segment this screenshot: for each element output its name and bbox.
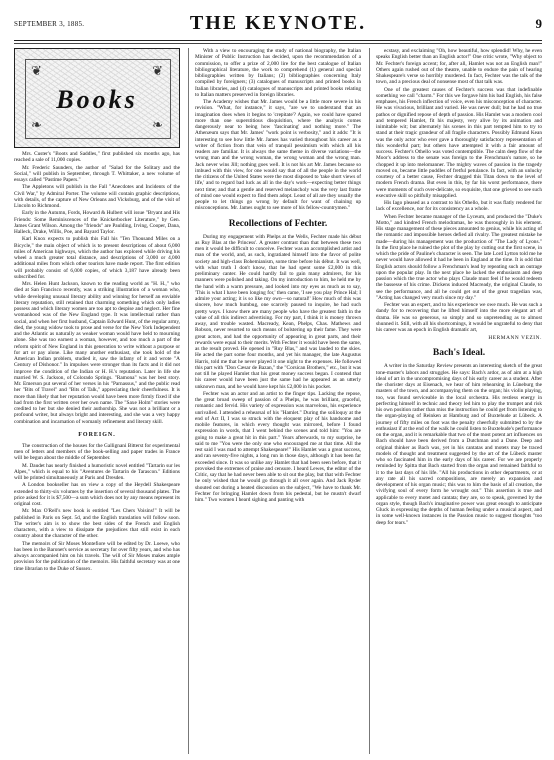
news-item: Mrs. Helen Hunt Jackson, known to the reading world as "H. H.," who died at San Francisco recently, was a striking illustration of a woman who, while developing unusual literary ability and winning for herself an enviable literary reputation, still retained that charming something which only ladies possess and which literary women are too apt to despise and neglect. Her fine womanhood was of the New England type. It was intellectual rather than social, and when her first husband, Captain Edward Hunt, of the regular army, died, the young widow took to prose and verse for the New York Independent and the Atlantic as naturally as weaker woman would have held to mourning alone. She was too earnest a woman, however, and too much a part of the reform spirit of New England in this generation to write without a purpose or for art or pay alone. Like many another enthusiast, she took hold of the American Indian problem, studied it, saw the infamy of it and wrote "A Century of Dishonor." In impulses were stronger than its facts and it did not improve the condition of the Indian or H. H.'s reputation. Later in life she married W. S. Jackson, of Colorado Springs. "Ramona" was her best story. Mr. Emerson put several of her verses in his "Parnassus," and the public read her "Bits of Travel" and "Bits of Talk," appreciating their cheerfulness. It is more than likely that her reputation would have been more firmly fixed if she had from the first written over her own name. The "Saxe Holm" stories were credited to her but she denied their authorship. She was not a brilliant or a profound writer, but always bright and interesting, and she was a very happy combination and incarnation of womanly refinement and literary skill.	[14, 281, 180, 425]
news-item: The memoirs of Sir Moses Montefiore will be edited by Dr. Loewe, who has been in the Baronet's service as secretary for over fifty years, and who has always accompanied him on his travels. The will of Sir Moses makes ample provision for the publication of the memoirs. His faithful secretary was at one time librarian to the Duke of Sussex.	[14, 540, 180, 572]
column-divider	[369, 48, 370, 754]
masthead	[14, 8, 542, 40]
article-paragraph: ecstasy, and exclaiming "Oh, how beautiful, how splendid! Why, he even speaks English better than an English actor!" One critic wrote, "Why object to Mr. Fechter's foreign accent; for, after all, Hamlet was not an English man!" Others again rushed out of the theatre, unable to endure the pain of hearing Shakespeare's verse so horribly murdered. In fact, Fechter was the talk of the town, and a precious deal of nonsense most of that talk was.	[376, 48, 542, 86]
article-paragraph: His Iago pleased as a contrast to his Othello, but it was flatly rendered for lack of excellence, nor for its consistency as a whole.	[376, 200, 542, 213]
news-item: Mr. Frederic Saunders, the author of "Salad for the Solitary and the Social," will publish in September, through T. Whittaker, a new volume of essays called "Pastime Papers."	[14, 164, 180, 183]
news-item: With a view to encouraging the study of national biography, the Italian Minister of Public Instruction has decided, upon the recommendation of a commission, to offer a prize of 2,000 lire for the best catalogue of Italian bibliographical literature, the work to comprehend (1) general and special bibliographies written by Italians; (2) bibliographies concerning Italy compiled by foreigners; (3) catalogues of manuscripts and printed books in Italian libraries, and (4) catalogues of manuscripts and printed books relating to Italian matters preserved in foreign libraries.	[195, 48, 361, 98]
masthead-rule-thin	[14, 43, 542, 44]
masthead-rule	[14, 40, 542, 41]
news-item: The Appletons will publish in the Fall "Anecdotes and Incidents of the Civil War," by Admiral Porter. The volume will contain graphic descriptions, with details, of the capture of New Orleans and Vicksburg, and of the visit of Lincoln to Richmond.	[14, 184, 180, 209]
news-item: Early in the Autumn, Fords, Howard & Hulbert will issue "Bryant and His Friends: Some Reminiscences of the Knickerbocker Literature," by Gen. James Grant Wilson. Among the "friends" are Paulding, Irving, Cooper, Dana, Halleck, Drake, Willis, Poe, and Bayard Taylor.	[14, 210, 180, 235]
banner-lettering: Books	[56, 85, 138, 114]
article-paragraph: One of the greatest causes of Fechter's success was that indefinable something we call "charm." For this we forgave him his bad English, his false emphases, his French inflection of voice, even his misconception of character. He was vivacious, brilliant and varied. He was never dull; but he had no true pathos or dignified repose of depth of passion. His Hamlet was a modern cool and tempered Hamlet, fit his majesty, very alive by its animation and inimitable wit; but alternately his scenes in this part tempted him to try to stand at their tragic grandeur of all fragile characters. Possibly Edmund Kean was the only actor who ever gave a thoroughly satisfactory representation of this wonderful part; but others have attempted it with a fair amount of success. Fechter's Othello was voted contemptible. The calm deep flow of the Moor's address to the senate was foreign to the Frenchman's nature, so he chopped it up into melomanner. The mighty waves of passion in the tragedy moved on, became little puddles of fretful petulance. In fact, with an unlucky courtesy of a better cause, Fechter dragged this Titan down to the level of modern French drama. But even in this, by far his worst performance, there were moments of such over-delicate, so exquisite, that one grieved to see such executive skill so pitifully misapplied.	[376, 86, 542, 199]
ornament-icon: ❦	[31, 63, 42, 78]
article-paragraph: A writer in the Saturday Review presents an interesting sketch of the great tone-master's labors and struggles. He says: Bach's ardor, as of aim at a high ideal of art in the uncompromising days of his early career as a student. After the chorister days at Eisenach, we hear of him rehearsing in Lüneburg the masters of the town, and accompanying them on the organ; his violin playing, too, was found serviceable in the local orchestra. His restless energy in perfecting himself in technic and theory led him to play the trumpet and risk his own position rather than miss the instruction he could get from listening to the organ-playing of Reinken at Hamburg and of Buxtehude at Lübeck. A journey of fifty miles on foot was the penalty cheerfully submitted to by the enthusiast if at the end of the walk he could listen to Buxtehude's performance on the organ, and it is remarkable that two of the most potent art influences on Bach should have been derived from a Dutchman and a Dane. Deep and original thinker as Bach was, yet in his cantatas and motets may be traced models of thought and treatment suggested by the art of the Lübeck master who so fascinated him in the early days of his career. For we are properly reminded by Spitta that Bach started from the organ and remained faithful to it to the last days of his life. "All his productions in other departments, or at any rate all his sacred compositions, are merely an expansion and development of his organ music; this was to him the basis of all creation, the vivifying soul of every form he wrought out." This assertion is true and applicable to every motet and cantata; they are, so to speak, governed by the organ style, though Bach's imaginative power was great enough to anticipate Gluck in expressing the depths of human feeling under a musical aspect, and in some well-known instances in the Passion music to suggest thoughts "too deep for tears."	[376, 363, 542, 526]
article-paragraph: Fechter was an actor and an artist to the finger tips. Lacking the repose, the great broad sweep of passion of a Phelps, he was brilliant, graceful, romantic and fervid. His variety of expression was marvelous, his experience unrivalled. I attended a rehearsal of his "Hamlet." During the soliloquy at the end of Act II, I was so struck with the eloquent play of his handsome and mobile features, in which every thought was mirrored, before I found expression in words, that I went behind the scenes and told him: "You are going to make a great hit in this part." Years afterwards, to my surprise, he said to me "You were the only one who encouraged me at that time. All the rest said I was mad to attempt Shakespeare!" His Hamlet was a great success, and ran seventy-five nights, a long run in those days, although it has been far exceeded since. It was so unlike any Hamlet that had been seen before, that it provoked the extremes of praise and censure. I heard Lewes, the editor of the Critic, say that he had never been able to sit out the play, but that with Fechter he only wished that he would go through it all over again. And Jack Ryder shouted out during a heated discussion on the subject, "We have to thank Mr. Fechter for bringing Hamlet down from his pedestal, but he mustn't dwarf him." Two women I heard sighing and panting with	[195, 390, 361, 503]
column-divider	[188, 48, 189, 754]
column-3	[376, 48, 542, 754]
ornament-icon: ❧	[152, 117, 163, 132]
news-item: The construction of the houses for the Gallignani Bitterst for experimental men of letters and members of the book-selling and paper trades in France will be begun about the middle of September.	[14, 442, 180, 462]
section-heading-foreign: FOREIGN.	[78, 431, 116, 438]
article-paragraph: When Fechter became manager of the Lyceum, and produced the "Duke's Motto," and kindred French melodramas, he was thoroughly in his element. His stage management of these pieces amounted to genius, while his acting of the romantic and impossible heroes defied all rivalry. The greatest mistake he made—during his management was the production of "The Lady of Lyons." In the first place he ruined the plot of the play by cutting out the first scene, in which the pride of Pauline's character is seen. The late Lord Lytton told me he never would have allowed it had he been in England at the time. It is odd that English actors should follow a Frenchman's lead by repeating such an outrage upon the popular play. In the next place he lacked the enthusiasm and deep passion which the true actor who plays Claude must feel if he would redeem the bassesse of his crime. Dickens induced Macready, the original Claude, to see the performance, and all he could get out of the great tragedian was, "Acting has changed very much since my day."	[376, 213, 542, 301]
news-item: Mrs. Custer's "Boots and Saddles," first published six months ago, has reached a sale of 11,000 copies.	[14, 151, 180, 164]
ornament-icon: ❧	[31, 117, 42, 132]
column-2	[195, 48, 361, 754]
books-banner-illustration	[14, 48, 180, 148]
article-heading-fechter: Recollections of Fechter.	[228, 218, 328, 229]
news-item: The Academy wishes that Mr. James would be a little more severe in his revision. "What, for instance," it says, "are we to understand that an imagination does when it begins to 'crepitate'? Again, we could have spared more than one superstitious disquisition, where the analysis comes dangerously near to being how 'fascinating' and nothing more." The Athenæum says that Mr. James' "work point is verbosity," and it adds: "It is interesting to see how little Mr. James has varied throughout his career as a writer of fiction from that vein of tranquil pessimism with which all his readers are familiar. It is always the same theme in diverse variations—the wrong man and the wrong woman, the wrong woman and the wrong man. Jack never wins Jill; nothing goes well. It is not his art Mr. James because so imbued with this view, for one would say that of all the people in the world the citizens of the United States were the most disposed to 'take short views of life,' and to regard bad luck as all in the day's work—expecting better things next time; and that a gentle and reserved melancholy was the very last frame of mind one would expect to find them adopt. Least of all are they usually the people to let things go wrong by default for want of chaining up misconceptions. Mr. James ought to see more of his fellow-countrymen."	[195, 99, 361, 212]
author-signature: HERMANN VEZIN.	[488, 335, 542, 342]
news-item: Karl Knox expects to publish this Fall his "Ten Thousand Miles on a Bicycle," the main object of which is to present descriptions of about 6,000 miles of American highways, which the author has explored while driving his wheel a much greater total distance, and descriptions of 3,000 or 4,000 additional miles from which other tourists have made report. The first edition will probably consist of 6,000 copies, of which 3,187 have already been subscribed for.	[14, 236, 180, 280]
news-item: Mr. Max O'Rell's new book is entitled "Les Chers Voisins!" It will be published in Paris on Sept. 5d, and the English translation will follow soon. The writer's aim is to show the best sides of the French and English characters, with a view to dissipate the prejudices that still exist in each country about the character of the other.	[14, 508, 180, 540]
article-paragraph: Fechter was an expert, and to his experience we owe much. He was such a dandy for to recovering that he lifted himself into the more elegant art of drama. He was so generous, so simply and so unpretending as to almost shunned it. Still, with all his shortcomings, it would be ungrateful to deny that his career was an epoch in English dramatic art,	[376, 302, 542, 333]
news-item: A London bookseller has on view a copy of the Heydell Shakespeare extended to thirty-six volumes by the insertion of several thousand plates. The price asked for it is $7,500—a sum which does not by any means represent its original cost.	[14, 482, 180, 507]
news-item: M. Daudet has nearly finished a humoristic novel entitled "Tartarin sur les Alpes," which is equal to his "Aventures de Tartarin de Tarascon." Editions will be printed simultaneously at Paris and Dresden.	[14, 462, 180, 481]
issue-date: SEPTEMBER 3, 1885.	[14, 20, 85, 28]
column-1	[14, 48, 180, 754]
newspaper-title: THE KEYNOTE.	[189, 12, 367, 34]
article-heading-bach: Bach's Ideal.	[432, 348, 486, 359]
page-number: 9	[535, 16, 542, 31]
article-paragraph: During my engagement with Phelps at the Wells, Fechter made his début as Ruy Blas at the Princess'. A greater contrast than that between these two men it would be difficult to conceive. Fechter was an accomplished artist and man of the world, and, as such, ingratiated himself into the favor of polite society and high-class Bohemianism, some time before his début. It was well, with what truth I don't know, that he had spent some £2,000 in this preliminary canter. He could hardly fail to gain many admirers, for his manners were polished and taking. On my introduction to him, he held me by the hand with a warm pressure, and looked into my eyes as much as to say, 'This is what I have been longing for,' then came, 'I see you play Prince Hal; I admire your acting; it is so like my own—so natural!' How much of this was sincere, how much humbug, one scarcely paused to inquire, he had such pretty ways. I know there are many people who have the greatest faith in the value of all this indirect advertising. For my part, I think it is money thrown away, and trouble wasted. Macready, Kean, Phelps, Chas. Mathews and Robson, never resorted to such means of bolstering up their fame. They were great actors, and had the opportunity of appearing in great parts, and their rewards were equal to their merits. With Fechter it would have been the same, as the result proved. He opened in "Ruy Blas," and was lauded to the skies. He acted the part some four months, and yet his manager, the late Augustus Harris, told me that he never played it one night to the expenses. He followed this part with "Don Cæsar de Bazan," the "Corsican Brothers," etc., but it was not till he played Hamlet that his great money success began. I contend that his career would have been just the same had he appeared as an utterly unknown man, and he would have kept his £2,000 in his pocket.	[195, 233, 361, 390]
ornament-icon: ❦	[152, 63, 163, 78]
